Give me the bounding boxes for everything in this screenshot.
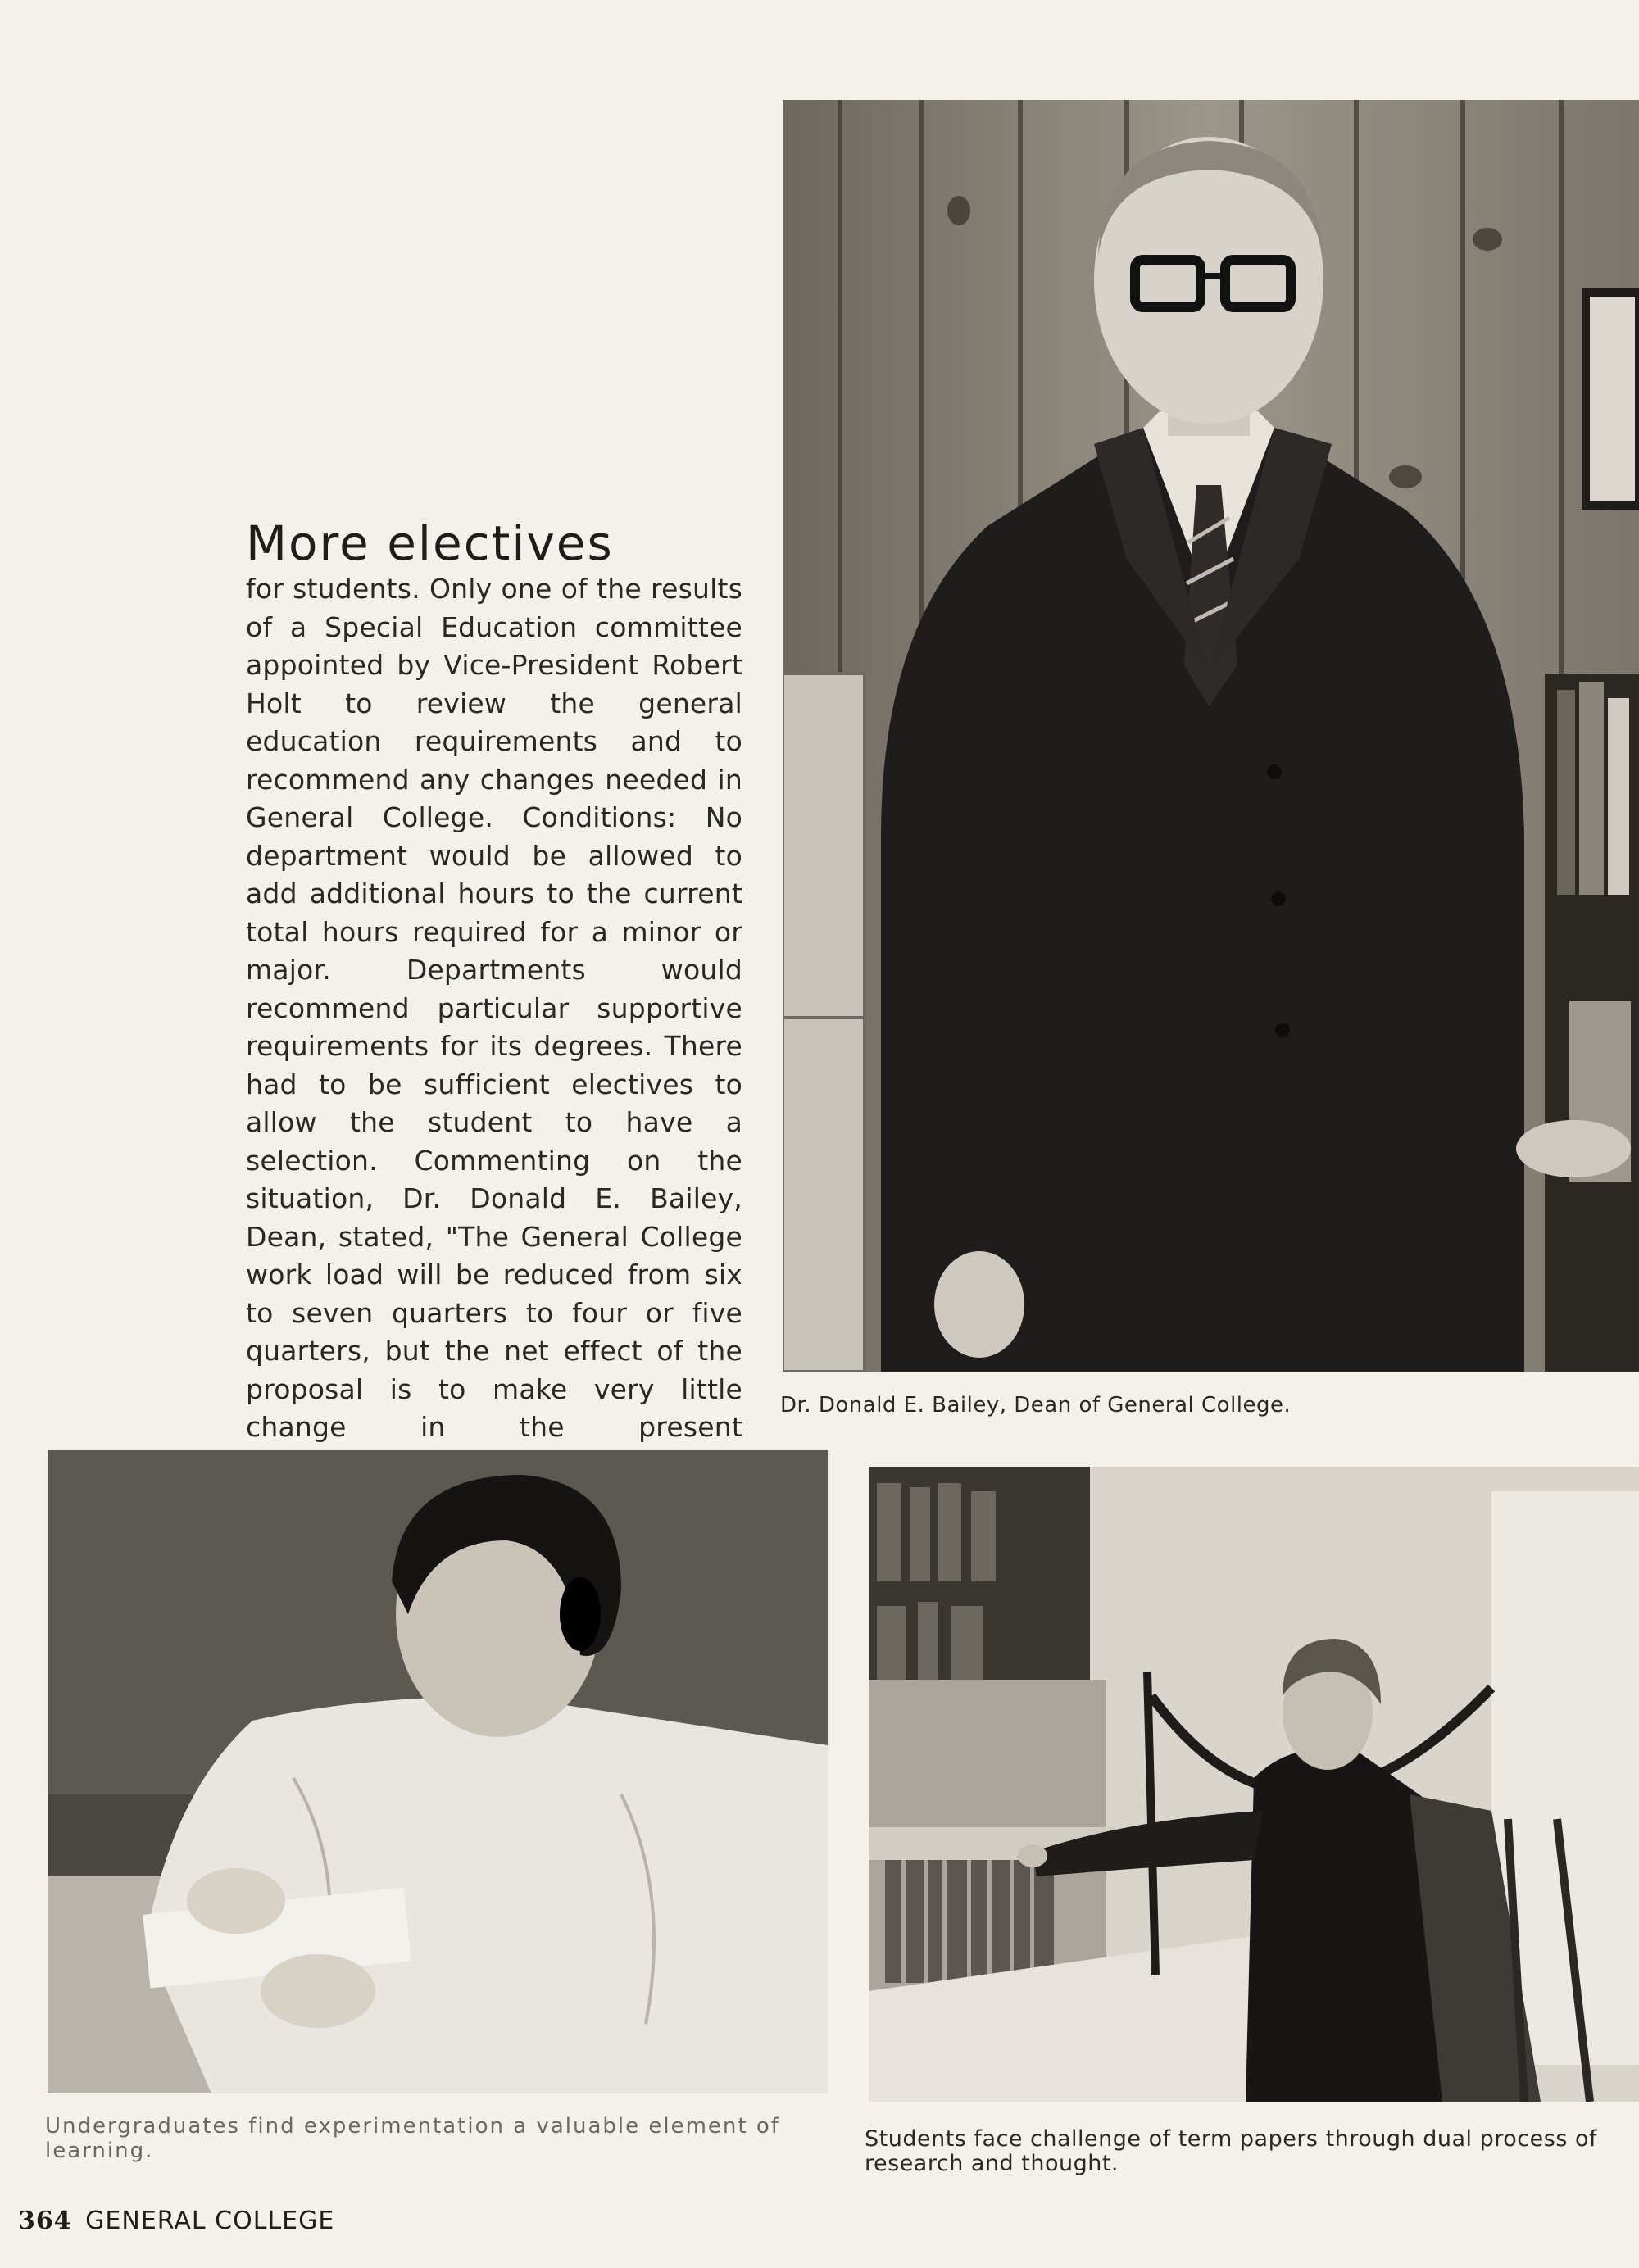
photo-dean-bailey [783, 100, 1639, 1372]
caption-dean-bailey: Dr. Donald E. Bailey, Dean of General College. [780, 1393, 1292, 1418]
page-folio [18, 2207, 334, 2235]
article-headline: More electives [246, 515, 614, 571]
section-name: GENERAL COLLEGE [85, 2207, 335, 2235]
caption-library: Students face challenge of term papers through dual process of research and thought. [865, 2126, 1597, 2176]
article [246, 516, 742, 1485]
article-body: for students. Only one of the results of a Special Education committee appointed by Vice-President Robert Holt to review the general education requirements and to recommend any changes needed in General College. Conditions: No department would be allowed to add additional hours to the current total hours required for a minor or major. Departments would recommend particular supportive requirements for its degrees. There had to be sufficient electives to allow the student to have a selection. Commenting on the situation, Dr. Donald E. Bailey, Dean, stated, "The General College work load will be reduced from six to seven quarters to four or five quarters, but the net effect of the proposal is to make very little change in the present [246, 573, 742, 1443]
photo-student-experiment [48, 1450, 828, 2093]
page-number: 364 [18, 2207, 72, 2235]
photo-library-students [869, 1467, 1639, 2102]
caption-experiment: Undergraduates find experimentation a valuable element of learning. [45, 2114, 780, 2163]
